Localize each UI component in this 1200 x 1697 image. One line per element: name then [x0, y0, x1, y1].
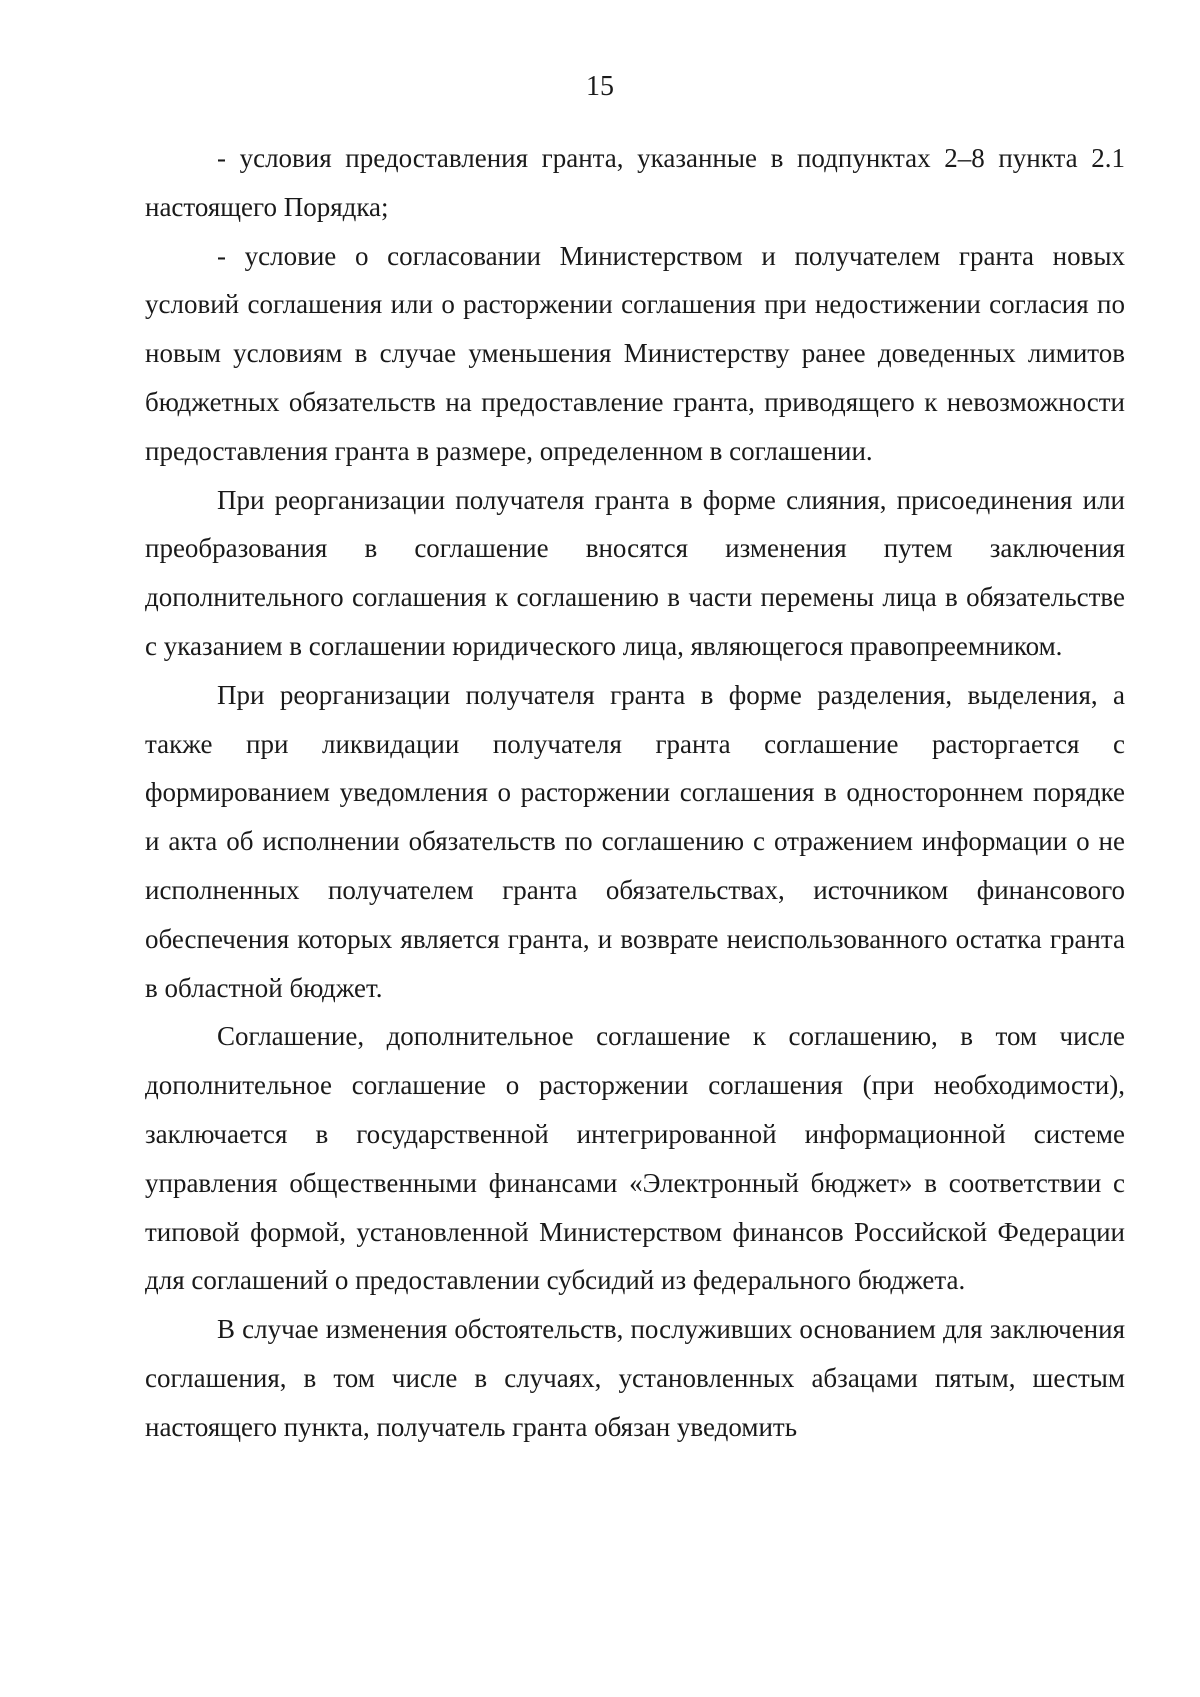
- body-text: [145, 134, 1125, 1452]
- paragraph-agreement-conditions: - условие о согласовании Министерством и получателем гранта новых условий соглашения или о расторжении соглашения при недостижении согласия по новым условиям в случае уменьшения Министерству ранее доведенных лимитов бюджетных обязательств на предоставление гранта, приводящего к невозможности предоставления гранта в размере, определенном в соглашении.: [145, 240, 1125, 466]
- page-number: 15: [586, 71, 614, 102]
- paragraph-change-of-circumstances: В случае изменения обстоятельств, послуживших основанием для заключения соглашения, в том числе в случаях, установленных абзацами пятым, шестым настоящего пункта, получатель гранта обязан уведомить: [145, 1314, 1125, 1442]
- paragraph-reorganization-merger: При реорганизации получателя гранта в форме слияния, присоединения или преобразования в соглашение вносятся изменения путем заключения дополнительного соглашения к соглашению в части перемены лица в обязательстве с указанием в соглашении юридического лица, являющегося правопреемником.: [145, 484, 1125, 661]
- paragraph-reorganization-division: При реорганизации получателя гранта в форме разделения, выделения, а также при ликвидации получателя гранта соглашение расторгается с формированием уведомления о расторжении соглашения в одностороннем порядке и акта об исполнении обязательств по соглашению с отражением информации о не исполненных получателем гранта обязательствах, источником финансового обеспечения которых является гранта, и возврате неиспользованного остатка гранта в областной бюджет.: [145, 679, 1125, 1003]
- paragraph-electronic-budget: Соглашение, дополнительное соглашение к соглашению, в том числе дополнительное соглашение о расторжении соглашения (при необходимости), заключается в государственной интегрированной информационной системе управления общественными финансами «Электронный бюджет» в соответствии с типовой формой, установленной Министерством финансов Российской Федерации для соглашений о предоставлении субсидий из федерального бюджета.: [145, 1021, 1125, 1296]
- paragraph-grant-conditions: - условия предоставления гранта, указанные в подпунктах 2–8 пункта 2.1 настоящего Порядка;: [145, 143, 1125, 222]
